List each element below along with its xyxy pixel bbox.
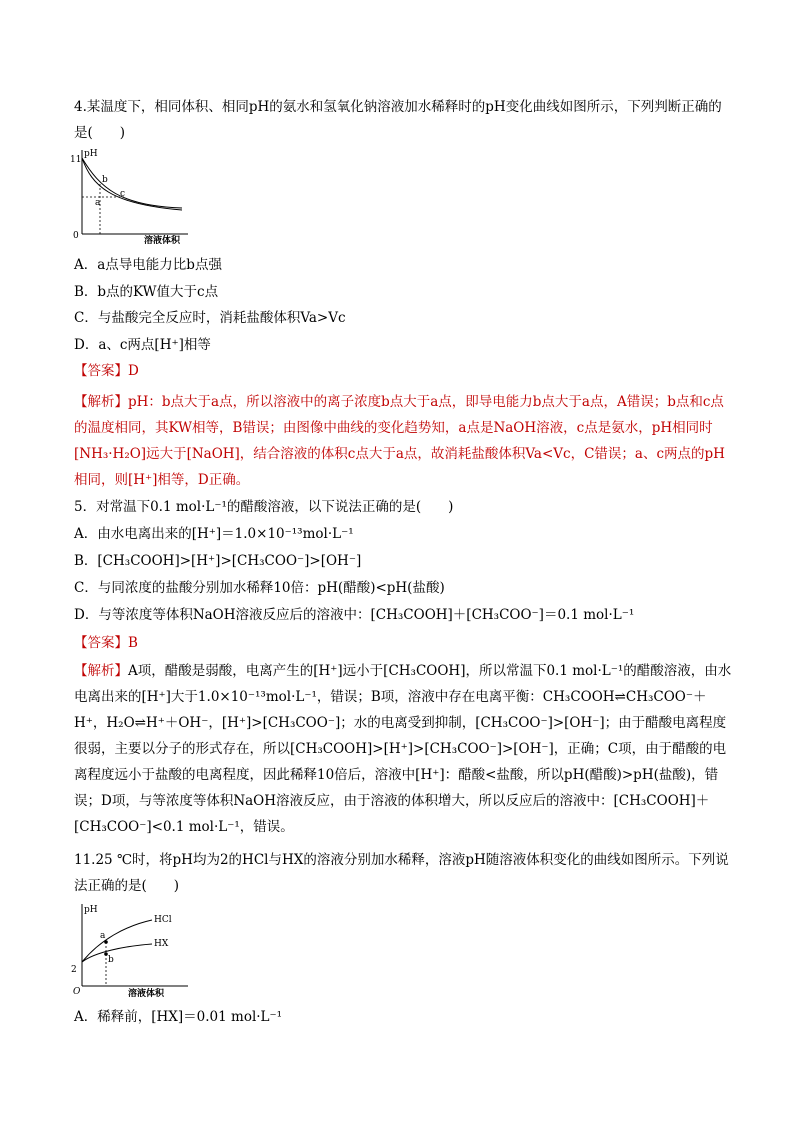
q4-option-d: D．a、c两点[H⁺]相等	[74, 337, 211, 353]
q4-analysis-tag: 【解析】	[74, 394, 128, 410]
q5-option-a: A．由水电离出来的[H⁺]＝1.0×10⁻¹³mol·L⁻¹	[74, 526, 354, 542]
q4-analysis-text: pH：b点大于a点，所以溶液中的离子浓度b点大于a点，即导电能力b点大于a点，A错误；b点和c点的温度相同，其KW相等，B错误；由图像中曲线的变化趋势知，a点是NaOH溶液，c点是氨水，pH相同时[NH₃·H₂O]远大于[NaOH]，结合溶液的体积c点大于a点，故消耗盐酸体积Va<Vc，C错误；a、c两点的pH相同，则[H⁺]相等，D正确。	[74, 394, 725, 488]
q11-stem: 11.25 ℃时，将pH均为2的HCl与HX的溶液分别加水稀释，溶液pH随溶液体积变化的曲线如图所示。下列说法正确的是( )	[74, 852, 729, 894]
q4-option-b: B．b点的KW值大于c点	[74, 284, 219, 300]
q11-curve-hcl-label: HCl	[154, 915, 172, 925]
q4-answer-value: D	[128, 363, 139, 379]
q4-x-label: 溶液体积	[144, 236, 181, 244]
q4-answer	[74, 358, 734, 384]
q4-origin: 0	[73, 231, 79, 241]
q11-option-a: A．稀释前，[HX]＝0.01 mol·L⁻¹	[74, 1009, 283, 1025]
q5-answer-value: B	[128, 635, 138, 651]
q11-point-a: a	[100, 931, 106, 941]
q5-analysis-tag: 【解析】	[74, 663, 128, 679]
q11-point-b: b	[108, 955, 114, 965]
q11-curve-hx-label: HX	[154, 939, 169, 949]
q5-answer-tag: 【答案】	[74, 635, 128, 651]
q4-stem: 4.某温度下，相同体积、相同pH的氨水和氢氧化钠溶液加水稀释时的pH变化曲线如图所示，下列判断正确的是( )	[74, 99, 722, 141]
q5-option-c: C．与同浓度的盐酸分别加水稀释10倍：pH(醋酸)<pH(盐酸)	[74, 580, 445, 596]
q4-figure	[70, 146, 200, 244]
q5-answer	[74, 630, 734, 656]
q11-figure	[70, 900, 200, 998]
q4-answer-tag: 【答案】	[74, 363, 128, 379]
q11-y-label: pH	[84, 905, 98, 915]
q4-point-b: b	[102, 175, 108, 185]
q4-analysis	[74, 389, 734, 493]
q4-option-a: A．a点导电能力比b点强	[74, 257, 222, 273]
q4-point-a: a	[95, 198, 101, 208]
q5-analysis	[74, 658, 734, 840]
q5-stem: 5．对常温下0.1 mol·L⁻¹的醋酸溶液，以下说法正确的是( )	[74, 499, 454, 515]
q5-option-b: B．[CH₃COOH]>[H⁺]>[CH₃COO⁻]>[OH⁻]	[74, 553, 362, 569]
q5-analysis-text: A项，醋酸是弱酸，电离产生的[H⁺]远小于[CH₃COOH]，所以常温下0.1 mol·L⁻¹的醋酸溶液，由水电离出来的[H⁺]大于1.0×10⁻¹³mol·L⁻¹，错误；B项，溶液中存在电离平衡：CH₃COOH⇌CH₃COO⁻＋H⁺，H₂O⇌H⁺＋OH⁻，[H⁺]>[CH₃COO⁻]；水的电离受到抑制，[CH₃COO⁻]>[OH⁻]；由于醋酸电离程度很弱，主要以分子的形式存在，所以[CH₃COOH]>[H⁺]>[CH₃COO⁻]>[OH⁻]，正确；C项，由于醋酸的电离程度远小于盐酸的电离程度，因此稀释10倍后，溶液中[H⁺]：醋酸<盐酸，所以pH(醋酸)>pH(盐酸)，错误；D项，与等浓度等体积NaOH溶液反应，由于溶液的体积增大，所以反应后的溶液中：[CH₃COOH]＋[CH₃COO⁻]<0.1 mol·L⁻¹，错误。	[74, 663, 732, 835]
q4-y-label: pH	[84, 149, 98, 159]
q11-x-label: 溶液体积	[128, 989, 165, 998]
q11-y-tick: 2	[71, 965, 77, 975]
q4-point-c: c	[120, 189, 126, 199]
q4-y-tick: 11	[70, 155, 82, 165]
q5-option-d: D．与等浓度等体积NaOH溶液反应后的溶液中：[CH₃COOH]＋[CH₃COO⁻]＝0.1 mol·L⁻¹	[74, 607, 635, 623]
q4-option-c: C．与盐酸完全反应时，消耗盐酸体积Va>Vc	[74, 310, 346, 326]
q11-origin: O	[73, 987, 81, 997]
q11-curve-hx	[82, 944, 152, 962]
